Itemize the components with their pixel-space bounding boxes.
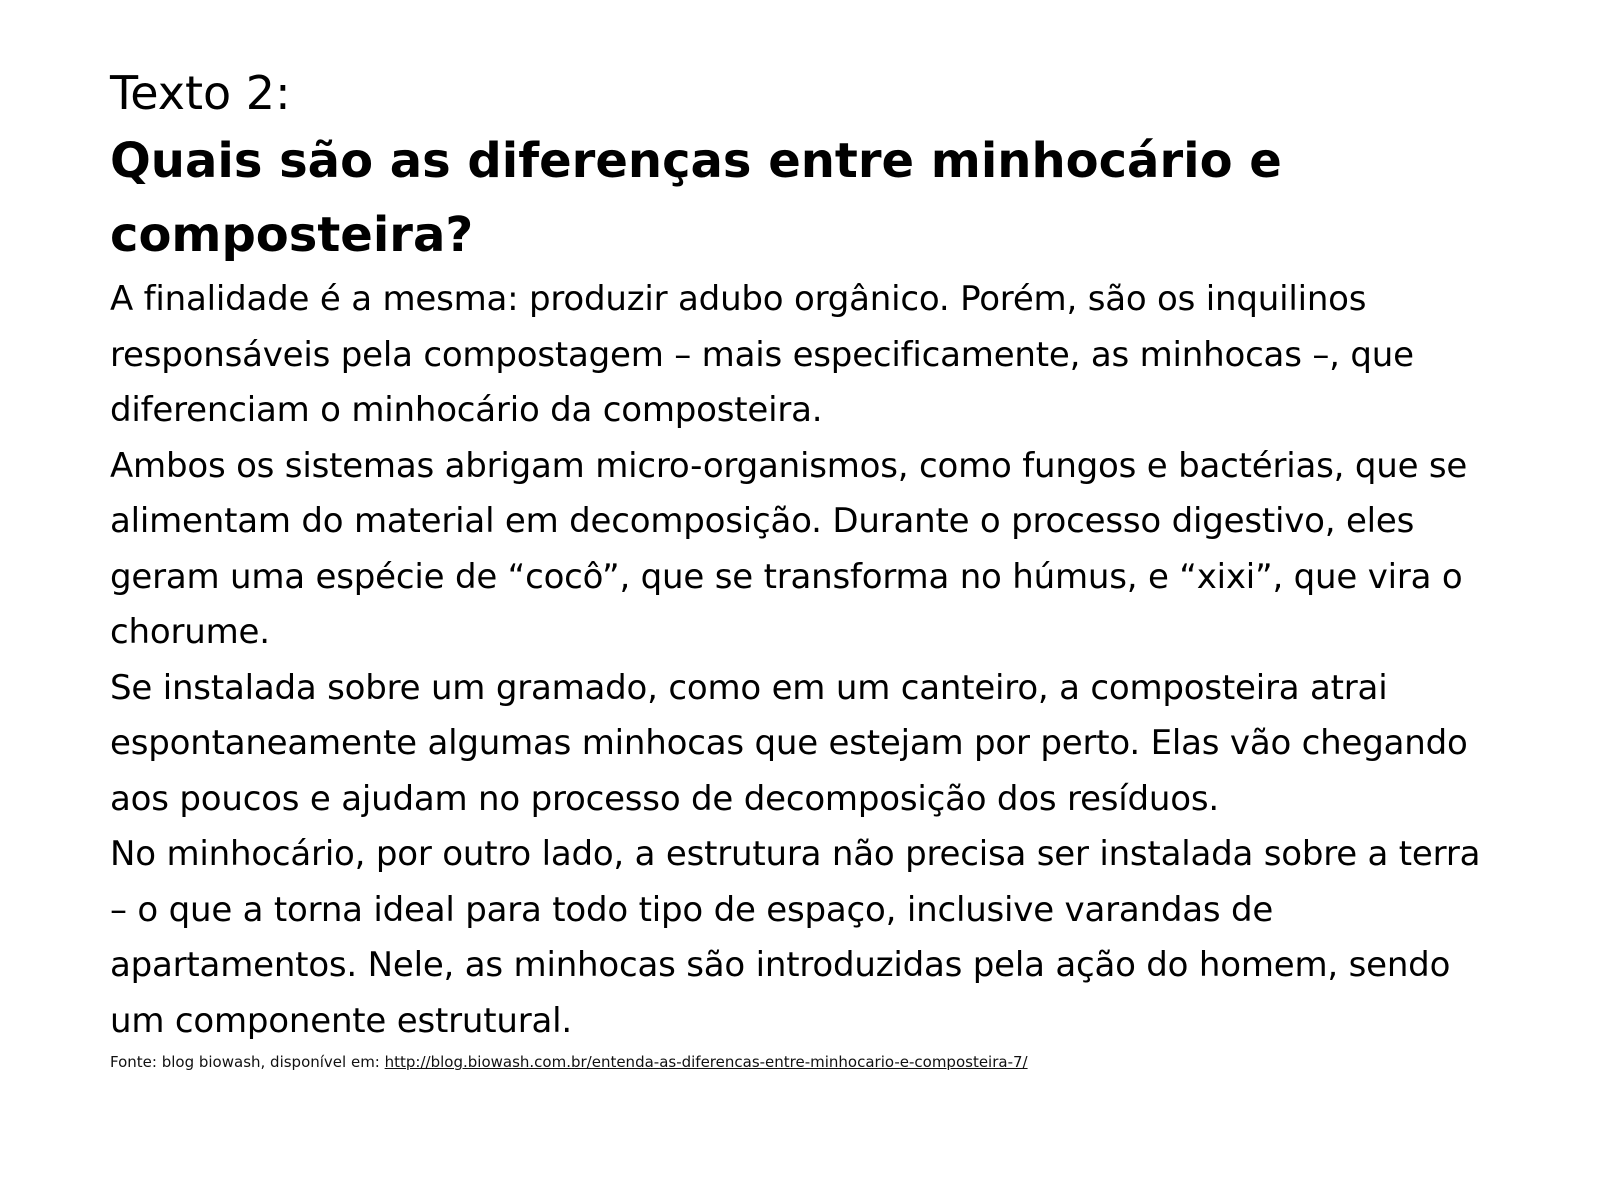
paragraph-3: Se instalada sobre um gramado, como em um canteiro, a composteira atrai espontaneamente algumas minhocas que estejam por perto. Elas vão chegando aos poucos e ajudam no processo de decomposição dos resíduos. xyxy=(110,667,1468,819)
source-citation xyxy=(110,1051,1505,1073)
paragraph-2: Ambos os sistemas abrigam micro-organismos, como fungos e bactérias, que se alimentam do material em decomposição. Durante o processo digestivo, eles geram uma espécie de “cocô”, que se transforma no húmus, e “xixi”, que vira o chorume. xyxy=(110,445,1468,652)
paragraph-4: No minhocário, por outro lado, a estrutura não precisa ser instalada sobre a terra – o que a torna ideal para todo tipo de espaço, inclusive varandas de apartamentos. Nele, as minhocas são introduzidas pela ação do homem, sendo um componente estrutural. xyxy=(110,834,1481,1041)
source-prefix: Fonte: blog biowash, disponível em: xyxy=(110,1053,385,1071)
document-page xyxy=(110,62,1505,1073)
source-link[interactable]: http://blog.biowash.com.br/entenda-as-diferencas-entre-minhocario-e-composteira-7/ xyxy=(384,1053,1028,1071)
text-label: Texto 2: xyxy=(110,66,291,120)
paragraph-1: A finalidade é a mesma: produzir adubo orgânico. Porém, são os inquilinos responsáveis pela compostagem – mais especificamente, as minhocas –, que diferenciam o minhocário da composteira. xyxy=(110,279,1414,430)
page-title: Quais são as diferenças entre minhocário e composteira? xyxy=(110,133,1282,263)
